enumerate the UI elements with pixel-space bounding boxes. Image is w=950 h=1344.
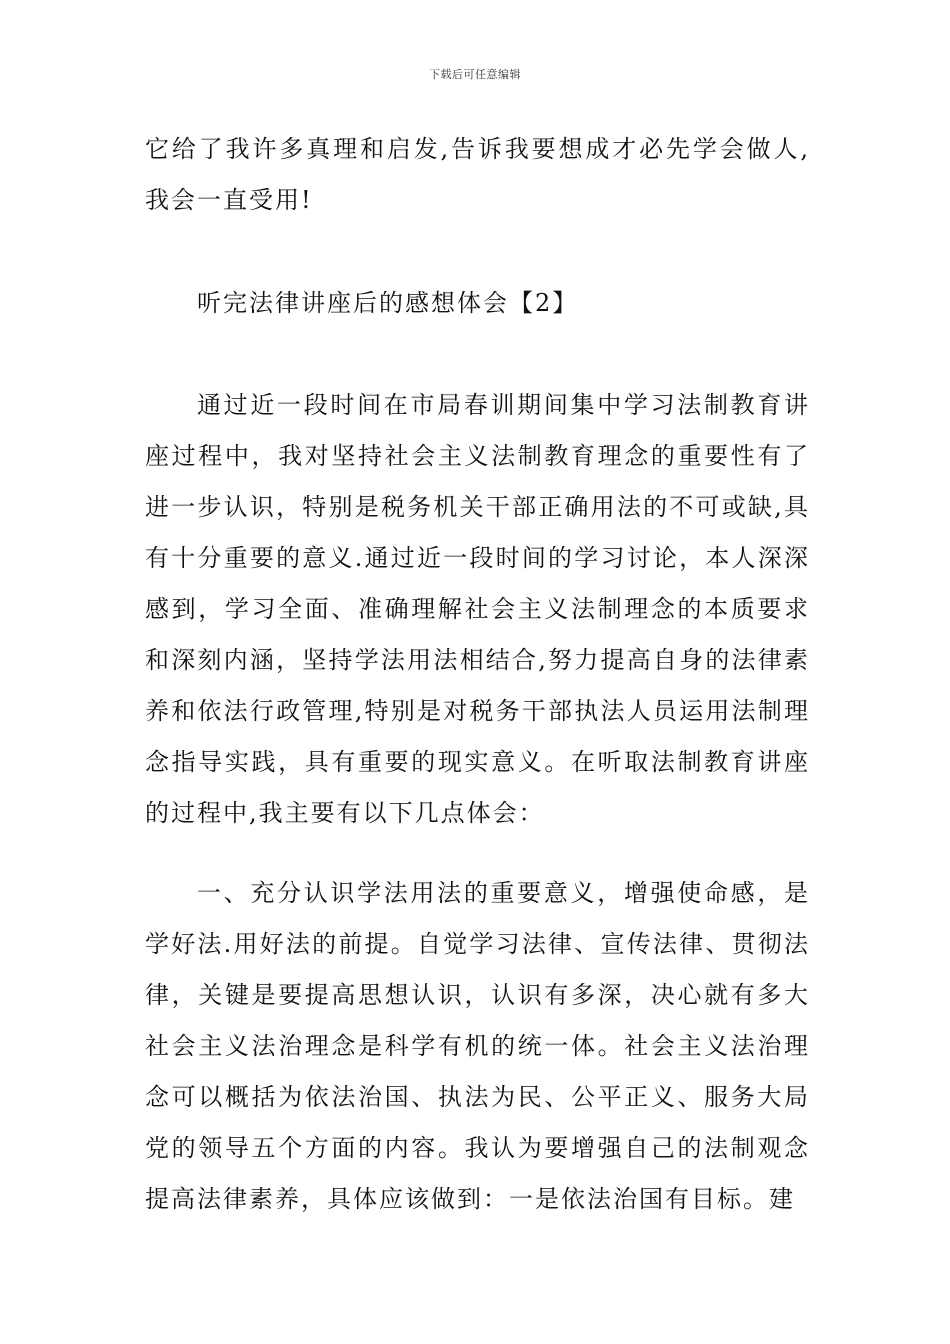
paragraph-1: 它给了我许多真理和启发,告诉我要想成才必先学会做人,我会一直受用! — [145, 135, 810, 214]
header-note: 下载后可任意编辑 — [429, 68, 521, 81]
section-title: 听完法律讲座后的感想体会【2】 — [197, 289, 579, 317]
paragraph-3: 一、充分认识学法用法的重要意义，增强使命感，是学好法.用好法的前提。自觉学习法律、宣传法律、贯彻法律，关键是要提高思想认识，认识有多深，决心就有多大社会主义法治理念是科学有机的统一体。社会主义法治理念可以概括为依法治国、执法为民、公平正义、服务大局党的领导五个方面的内容。我认为要增强自己的法制观念提高法律素养，具体应该做到：一是依法治国有目标。建 — [145, 879, 810, 1213]
paragraph-2: 通过近一段时间在市局春训期间集中学习法制教育讲座过程中，我对坚持社会主义法制教育理念的重要性有了进一步认识，特别是税务机关干部正确用法的不可或缺,具有十分重要的意义.通过近一段时间的学习讨论，本人深深感到，学习全面、准确理解社会主义法制理念的本质要求和深刻内涵，坚持学法用法相结合,努力提高自身的法律素养和依法行政管理,特别是对税务干部执法人员运用法制理念指导实践，具有重要的现实意义。在听取法制教育讲座的过程中,我主要有以下几点体会： — [145, 391, 810, 827]
